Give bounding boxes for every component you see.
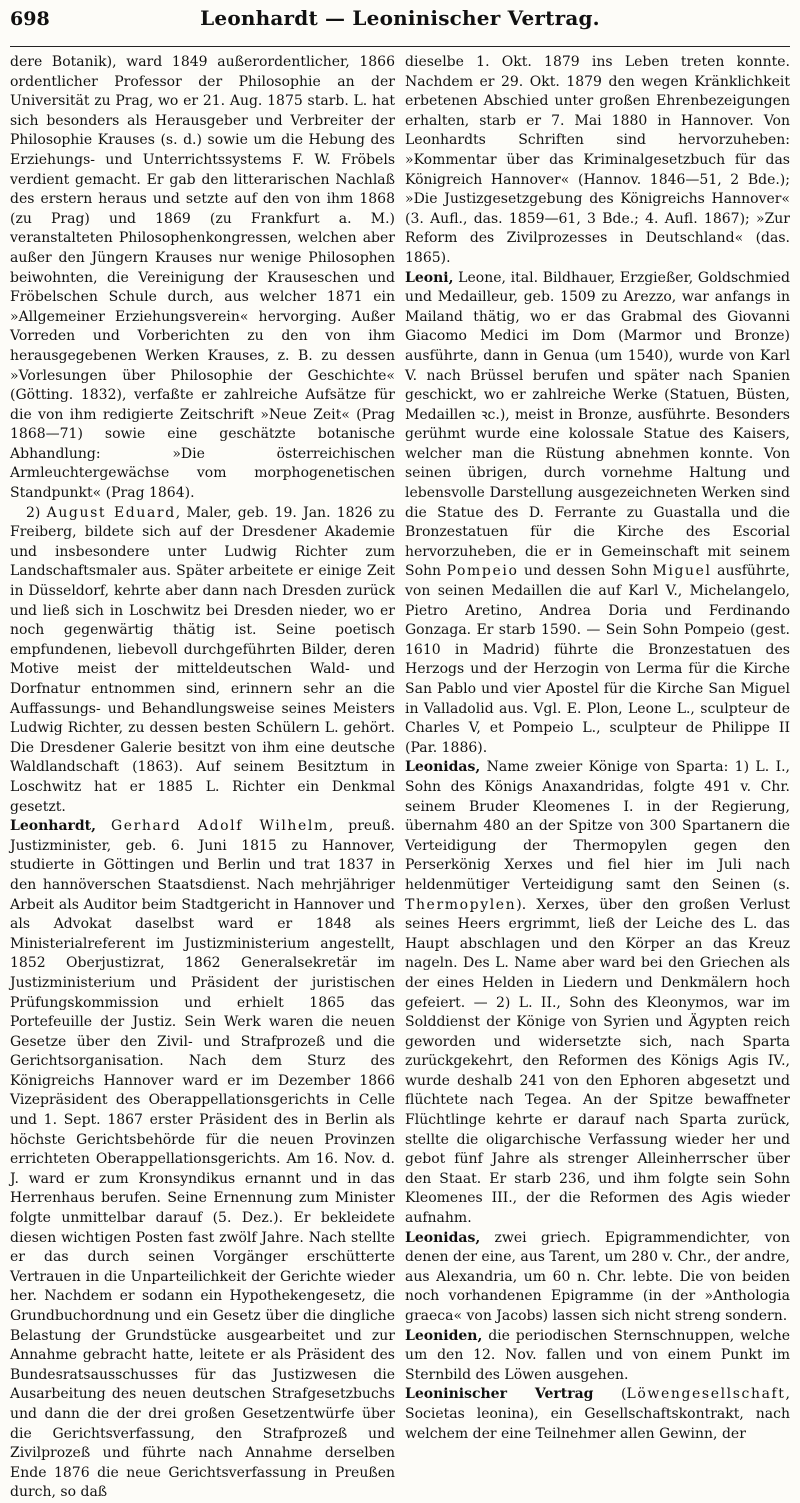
entry-text: und dessen Sohn bbox=[518, 563, 653, 580]
entry-person-name: August Eduard bbox=[46, 504, 176, 521]
entry-lemma: Leonidas, bbox=[405, 759, 481, 776]
right-column bbox=[405, 53, 790, 1503]
entry-term: Löwengesellschaft bbox=[626, 1386, 786, 1403]
entry-leonidas-poets bbox=[405, 1229, 790, 1327]
page-number: 698 bbox=[10, 8, 50, 30]
page-header bbox=[10, 6, 790, 47]
entry-text: ( bbox=[593, 1386, 627, 1403]
entry-text: , Maler, geb. 19. Jan. 1826 zu Freiberg, bildete sich auf der Dresdener Akademie und insbesondere unter Ludwig Richter zum Landschaftsmaler aus. Später arbeitete er einige Zeit in Düsseldorf, kehrte aber dann nach Dresden zurück und ließ sich in Loschwitz bei Dresden nieder, wo er noch gegenwärtig thätig ist. Seine poetisch empfundenen, liebevoll durchgeführten Bilder, deren Motive meist der mitteldeutschen Wald- und Dorfnatur entnommen sind, erinnern sehr an die Auffassungs- und Behandlungsweise seines Meisters Ludwig Richter, zu dessen besten Schülern L. gehört. Die Dresdener Galerie besitzt von ihm eine deutsche Waldlandschaft (1863). Auf seinem Besitztum in Loschwitz hat er 1885 L. Richter ein Denkmal gesetzt. bbox=[10, 504, 396, 815]
entry-person-name: Pompeio bbox=[446, 563, 519, 580]
entry-lemma: Leoninischer Vertrag bbox=[405, 1386, 594, 1403]
entry-person-name: Miguel bbox=[652, 563, 712, 580]
left-column bbox=[10, 53, 395, 1503]
entry-number: 2) bbox=[26, 504, 41, 521]
entry-leoniden bbox=[405, 1327, 790, 1386]
entry-text: , Societas leonina), ein Gesellschaftskontrakt, nach welchem der eine Teilnehmer allen Gewinn, der bbox=[405, 1386, 790, 1442]
running-title: Leonhardt — Leoninischer Vertrag. bbox=[200, 6, 600, 30]
entry-text: ). Xerxes, über den großen Verlust seines Heers ergrimmt, ließ der Leiche des L. das Haupt abschlagen und den Körper an das Kreuz nageln. Des L. Name aber ward bei den Griechen als der eines Helden in Liedern und Denkmälern hoch gefeiert. — 2) L. II., Sohn des Kleonymos, war im Solddienst der Könige von Syrien und Ägypten reich geworden und widersetzte sich, nach Sparta zurückgekehrt, den Reformen des Königs Agis IV., wurde deshalb 241 von den Ephoren abgesetzt und flüchtete nach Tegea. An der Spitze bewaffneter Flüchtlinge kehrte er darauf nach Sparta zurück, stellte die oligarchische Verfassung wieder her und gebot fünf Jahre als strenger Alleinherrscher über den Staat. Er starb 236, und ihm folgte sein Sohn Kleomenes III., der die Reformen des Agis wieder aufnahm. bbox=[405, 896, 790, 1227]
entry-text: , preuß. Justizminister, geb. 6. Juni 1815 zu Hannover, studierte in Göttingen und Berlin und trat 1837 in den hannöverschen Staatsdienst. Nach mehrjähriger Arbeit als Auditor beim Stadtgericht in Hannover und als Advokat daselbst ward er 1848 als Ministerialreferent im Justizministerium angestellt, 1852 Oberjustizrat, 1862 Generalsekretär im Justizministerium und Präsident der juristischen Prüfungskommission und erhielt 1865 das Portefeuille der Justiz. Sein Werk waren die neuen Gesetze über den Zivil- und Strafprozeß und die Gerichtsorganisation. Nach dem Sturz des Königreichs Hannover ward er im Dezember 1866 Vizepräsident des Oberappellationsgerichts in Celle und 1. Sept. 1867 erster Präsident des in Berlin als höchste Gerichtsbehörde für die neuen Provinzen errichteten Oberappellationsgerichts. Am 16. Nov. d. J. ward er zum Kronsyndikus ernannt und in das Herrenhaus berufen. Seine Ernennung zum Minister folgte unmittelbar darauf (5. Dez.). Er bekleidete diesen wichtigen Posten fast zwölf Jahre. Nach stellte er das durch seinen Vorgänger erschütterte Vertrauen in die Unparteilichkeit der Gerichte wieder her. Nachdem er sodann ein Hypothekengesetz, die Grundbuchordnung und ein Gesetz über die dingliche Belastung der Grundstücke ausgearbeitet und zur Annahme gebracht hatte, leitete er als Präsident des Bundesratsausschusses für das Justizwesen die Ausarbeitung des neuen deutschen Strafgesetzbuchs und dann die der drei großen Gesetzentwürfe über die Gerichtsverfassung, den Strafprozeß und Zivilprozeß und führte nach Annahme derselben Ende 1876 die neue Gerichtsverfassung in Preußen durch, so daß bbox=[10, 818, 395, 1501]
entry-leoni bbox=[405, 269, 790, 759]
entry-lemma: Leoni, bbox=[405, 269, 454, 286]
entry-lemma: Leoniden, bbox=[405, 1327, 483, 1344]
entry-person-name: Gerhard Adolf Wilhelm bbox=[110, 818, 329, 835]
entry-continuation: dieselbe 1. Okt. 1879 ins Leben treten konnte. Nachdem er 29. Okt. 1879 den wegen Kränklichkeit erbetenen Abschied unter großen Ehrenbezeigungen erhalten, starb er 7. Mai 1880 in Hannover. Von Leonhardts Schriften sind hervorzuheben: »Kommentar über das Kriminalgesetzbuch für das Königreich Hannover« (Hannov. 1846—51, 2 Bde.); »Die Justizgesetzgebung des Königreichs Hannover« (3. Aufl., das. 1859—61, 3 Bde.; 4. Aufl. 1867); »Zur Reform des Zivilprozesses in Deutschland« (das. 1865). bbox=[405, 54, 790, 266]
entry-leonidas-kings bbox=[405, 758, 790, 1228]
entry-text: zwei griech. Epigrammendichter, von denen der eine, aus Tarent, um 280 v. Chr., der andre, aus Alexandria, um 60 n. Chr. lebte. Die von beiden noch vorhandenen Epigramme (in der »Anthologia graeca« von Jacobs) lassen sich nicht streng sondern. bbox=[405, 1229, 790, 1324]
entry-lemma: Leonidas, bbox=[405, 1229, 481, 1246]
entry-leoninischer-vertrag bbox=[405, 1385, 790, 1444]
entry-text: Leone, ital. Bildhauer, Erzgießer, Goldschmied und Medailleur, geb. 1509 zu Arezzo, war anfangs in Mailand thätig, wo er das Grabmal des Giovanni Giacomo Medici im Dom (Marmor und Bronze) ausführte, dann in Genua (um 1540), wurde von Karl V. nach Brüssel berufen und später nach Spanien geschickt, wo er zahlreiche Werke (Statuen, Büsten, Medaillen ꝛc.), meist in Bronze, ausführte. Besonders gerühmt wurde eine kolossale Statue des Kaisers, welcher man die Rüstung abnehmen konnte. Von seinen übrigen, durch vornehme Haltung und lebensvolle Darstellung ausgezeichneten Werken sind die Statue des D. Ferrante zu Guastalla und die Bronzestatuen für die Kirche des Escorial hervorzuheben, die er in Gemeinschaft mit seinem Sohn bbox=[405, 269, 790, 580]
text-columns bbox=[10, 53, 790, 1503]
entry-text: ausführte, von seinen Medaillen die auf Karl V., Michelangelo, Pietro Aretino, Andrea Doria und Ferdinando Gonzaga. Er starb 1590. — Sein Sohn Pompeio (gest. 1610 in Madrid) führte die Bronzestatuen des Herzogs und der Herzogin von Lerma für die Kirche San Pablo und vier Apostel für die Kirche San Miguel in Valladolid aus. Vgl. E. Plon, Leone L., sculpteur de Charles V, et Pompeio L., sculpteur de Philippe II (Par. 1886). bbox=[405, 563, 790, 756]
entry-leonhardt bbox=[10, 817, 395, 1503]
entry-text: Name zweier Könige von Sparta: 1) L. I., Sohn des Königs Anaxandridas, folgte 491 v. Chr. seinem Bruder Kleomenes I. in der Regierung, übernahm 480 an der Spitze von 300 Spartanern die Verteidigung der Thermopylen gegen den Perserkönig Xerxes und fiel hier im Juli nach heldenmütiger Verteidigung samt den Seinen (s. bbox=[405, 759, 790, 893]
entry-continuation: dere Botanik), ward 1849 außerordentlicher, 1866 ordentlicher Professor der Philosophie an der Universität zu Prag, wo er 21. Aug. 1875 starb. L. hat sich besonders als Herausgeber und Verbreiter der Philosophie Krauses (s. d.) sowie um die Hebung des Erziehungs- und Unterrichtssystems F. W. Fröbels verdient gemacht. Er gab den litterarischen Nachlaß des erstern heraus und setzte auf den von ihm 1868 (zu Prag) und 1869 (zu Frankfurt a. M.) veranstalteten Philosophenkongressen, welchen aber außer den Jüngern Krauses nur wenige Philosophen beiwohnten, die Vereinigung der Krauseschen und Fröbelschen Schule durch, aus welcher 1871 ein »Allgemeiner Erziehungsverein« hervorging. Außer Vorreden und Vorberichten zu den von ihm herausgegebenen Werken Krauses, z. B. zu dessen »Vorlesungen über Philosophie der Geschichte« (Götting. 1832), verfaßte er zahlreiche Aufsätze für die von ihm redigierte Zeitschrift »Neue Zeit« (Prag 1868—71) sowie eine geschätzte botanische Abhandlung: »Die österreichischen Armleuchtergewächse vom morphogenetischen Standpunkt« (Prag 1864). bbox=[10, 54, 395, 502]
entry-lemma: Leonhardt, bbox=[10, 818, 97, 835]
entry-august-eduard bbox=[10, 504, 395, 818]
entry-text: die periodischen Sternschnuppen, welche um den 12. Nov. fallen und von einem Punkt im Sternbild des Löwen ausgehen. bbox=[405, 1327, 790, 1383]
cross-reference: Thermopylen bbox=[405, 896, 517, 913]
